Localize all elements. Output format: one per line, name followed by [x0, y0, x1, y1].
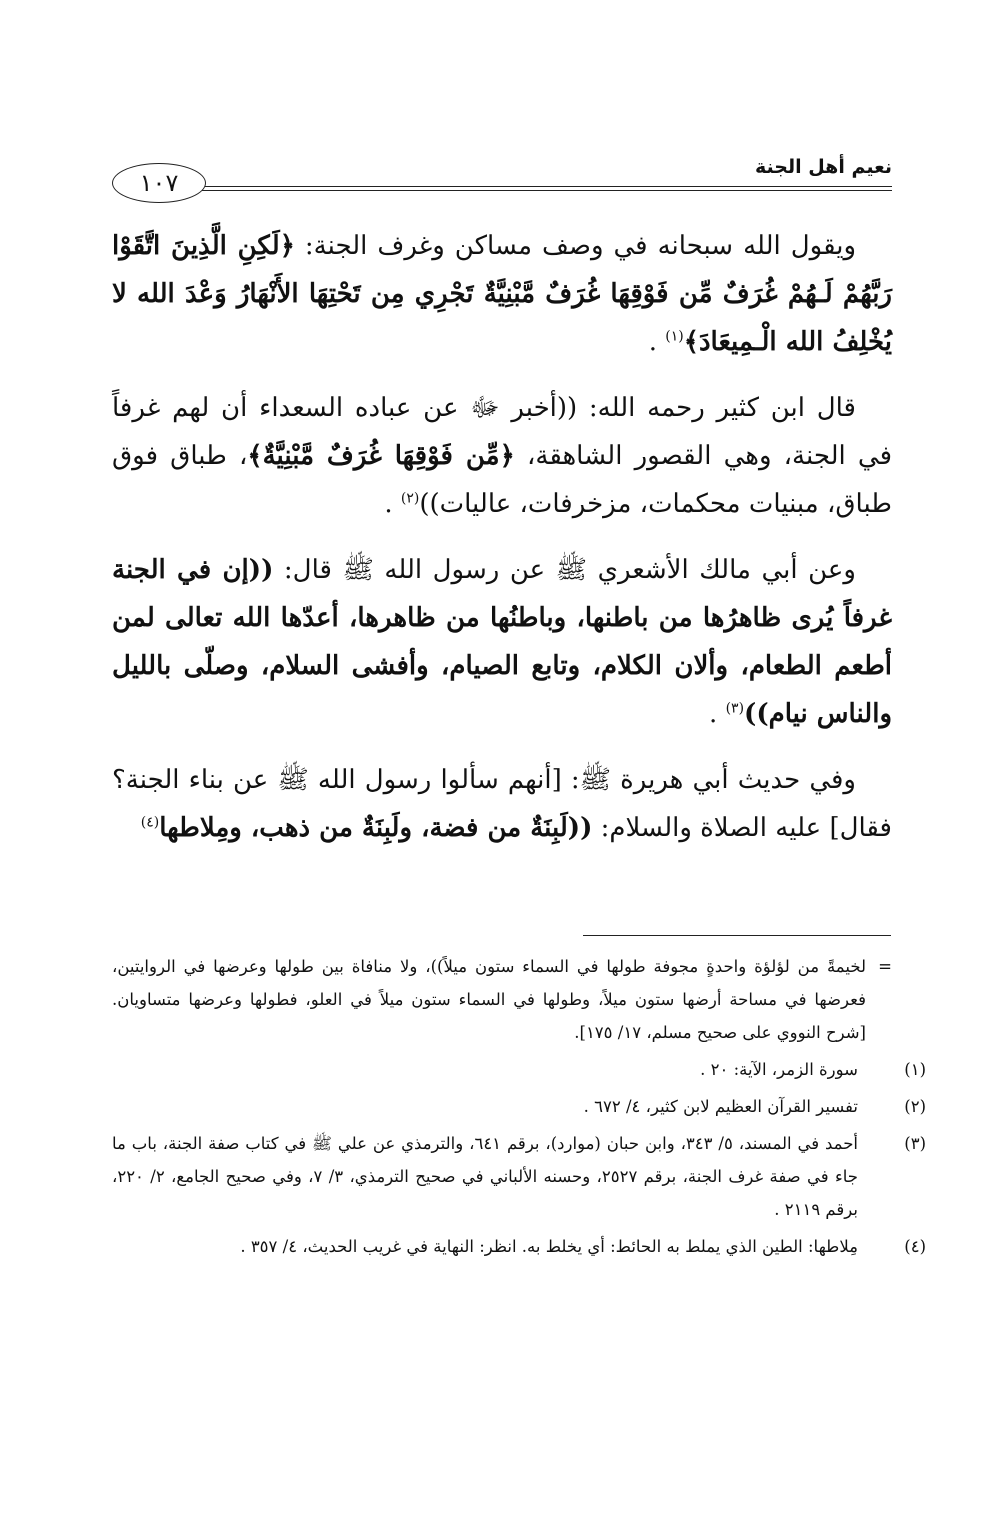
paragraph-3 — [112, 546, 892, 738]
paragraph-1-end: . — [648, 327, 666, 357]
footnote-2 — [112, 1090, 926, 1123]
paragraph-4-intro: وفي حديث أبي هريرة ﷺ: [أنهم سألوا رسول الله ﷺ عن بناء الجنة؟ فقال] عليه الصلاة والسلام: — [112, 765, 892, 843]
paragraph-2 — [112, 384, 892, 528]
footnote-ref-1[interactable]: (١) — [665, 328, 684, 345]
footnote-2-text: تفسير القرآن العظيم لابن كثير، ٤/ ٦٧٢ . — [583, 1097, 858, 1116]
paragraph-3-end: . — [709, 699, 726, 729]
footnote-4-number: (٤) — [904, 1237, 926, 1256]
footnote-4 — [112, 1230, 926, 1263]
footnote-continuation — [112, 950, 892, 1049]
page-header — [112, 150, 892, 206]
footnote-ref-2[interactable]: (٢) — [400, 490, 420, 507]
header-rule-bottom — [172, 190, 892, 191]
footnote-1-number: (١) — [904, 1060, 926, 1079]
paragraph-3-intro: وعن أبي مالك الأشعري ﷺ عن رسول الله ﷺ قال: — [273, 555, 856, 585]
paragraph-1-quran-quote: ﴿لَكِنِ الَّذِينَ اتَّقَوْا رَبَّهُمْ لَـهُمْ غُرَفٌ مِّن فَوْقِهَا غُرَفٌ مَّبْنِيَّةٌ تَجْرِي مِن تَحْتِهَا الأَنْهَارُ وَعْدَ الله لا يُخْلِفُ الله الْـمِيعَادَ﴾ — [112, 231, 892, 357]
paragraph-3-hadith-quote: ((إن في الجنة غرفاً يُرى ظاهرُها من باطنها، وباطنُها من ظاهرها، أعدّها الله تعالى لمن أطعم الطعام، وألان الكلام، وتابع الصيام، وأفشى السلام، وصلّى بالليل والناس نيام)) — [112, 555, 892, 729]
footnote-3 — [112, 1127, 927, 1226]
footnote-ref-3[interactable]: (٣) — [725, 700, 745, 717]
paragraph-2-rest: ، طباق فوق طباق، مبنيات محكمات، مزخرفات، عاليات)) — [112, 441, 892, 519]
footnotes — [112, 950, 927, 1267]
footnote-4-text: مِلاطها: الطين الذي يملط به الحائط: أي يخلط به. انظر: النهاية في غريب الحديث، ٤/ ٣٥٧ . — [240, 1237, 858, 1256]
header-double-rule — [172, 186, 892, 192]
paragraph-2-intro: قال ابن كثير رحمه الله: ((أخبر ﷻ عن عباده السعداء أن لهم غرفاً في الجنة، وهي القصور الشاهقة، — [112, 393, 892, 471]
paragraph-1 — [112, 222, 892, 366]
header-rule-top — [172, 186, 892, 187]
footnote-continuation-text: لخيمةً من لؤلؤة واحدةٍ مجوفة طولها في السماء ستون ميلاً))، ولا منافاة بين طولها وعرضها في الروايتين، فعرضها في مساحة أرضها ستون ميلاً، وطولها في السماء ستون ميلاً في العلو، فطولها وعرضها متساويان. [شرح النووي على صحيح مسلم، ١٧/ ١٧٥]. — [112, 957, 866, 1042]
footnote-ref-4[interactable]: (٤) — [140, 814, 160, 831]
footnote-separator — [583, 935, 891, 936]
footnote-3-text: أحمد في المسند، ٥/ ٣٤٣، وابن حبان (موارد)، برقم ٦٤١، والترمذي عن علي ﷺ في كتاب صفة الجنة، باب ما جاء في صفة غرف الجنة، برقم ٢٥٢٧، وحسنه الألباني في صحيح الترمذي، ٣/ ٧، وفي صحيح الجامع، ٢/ ٢٢٠، برقم ٢١١٩ . — [112, 1134, 859, 1219]
running-title: نعيم أهل الجنة — [754, 156, 892, 178]
paragraph-4-hadith-quote: ((لَبِنَةٌ من فضة، ولَبِنَةٌ من ذهب، ومِلاطها — [159, 813, 593, 843]
paragraph-2-quran-quote: ﴿مِّن فَوْقِهَا غُرَفٌ مَّبْنِيَّةٌ﴾ — [247, 441, 515, 471]
paragraph-4 — [112, 756, 892, 852]
main-text — [112, 222, 892, 870]
paragraph-2-end: . — [384, 489, 401, 519]
continuation-mark: = — [878, 957, 892, 976]
footnote-1-text: سورة الزمر، الآية: ٢٠ . — [700, 1060, 858, 1079]
footnote-2-number: (٢) — [904, 1097, 926, 1116]
paragraph-1-intro: ويقول الله سبحانه في وصف مساكن وغرف الجنة: — [294, 231, 857, 261]
footnote-1 — [112, 1053, 926, 1086]
page-number: ١٠٧ — [112, 163, 206, 203]
footnote-3-number: (٣) — [904, 1134, 927, 1153]
